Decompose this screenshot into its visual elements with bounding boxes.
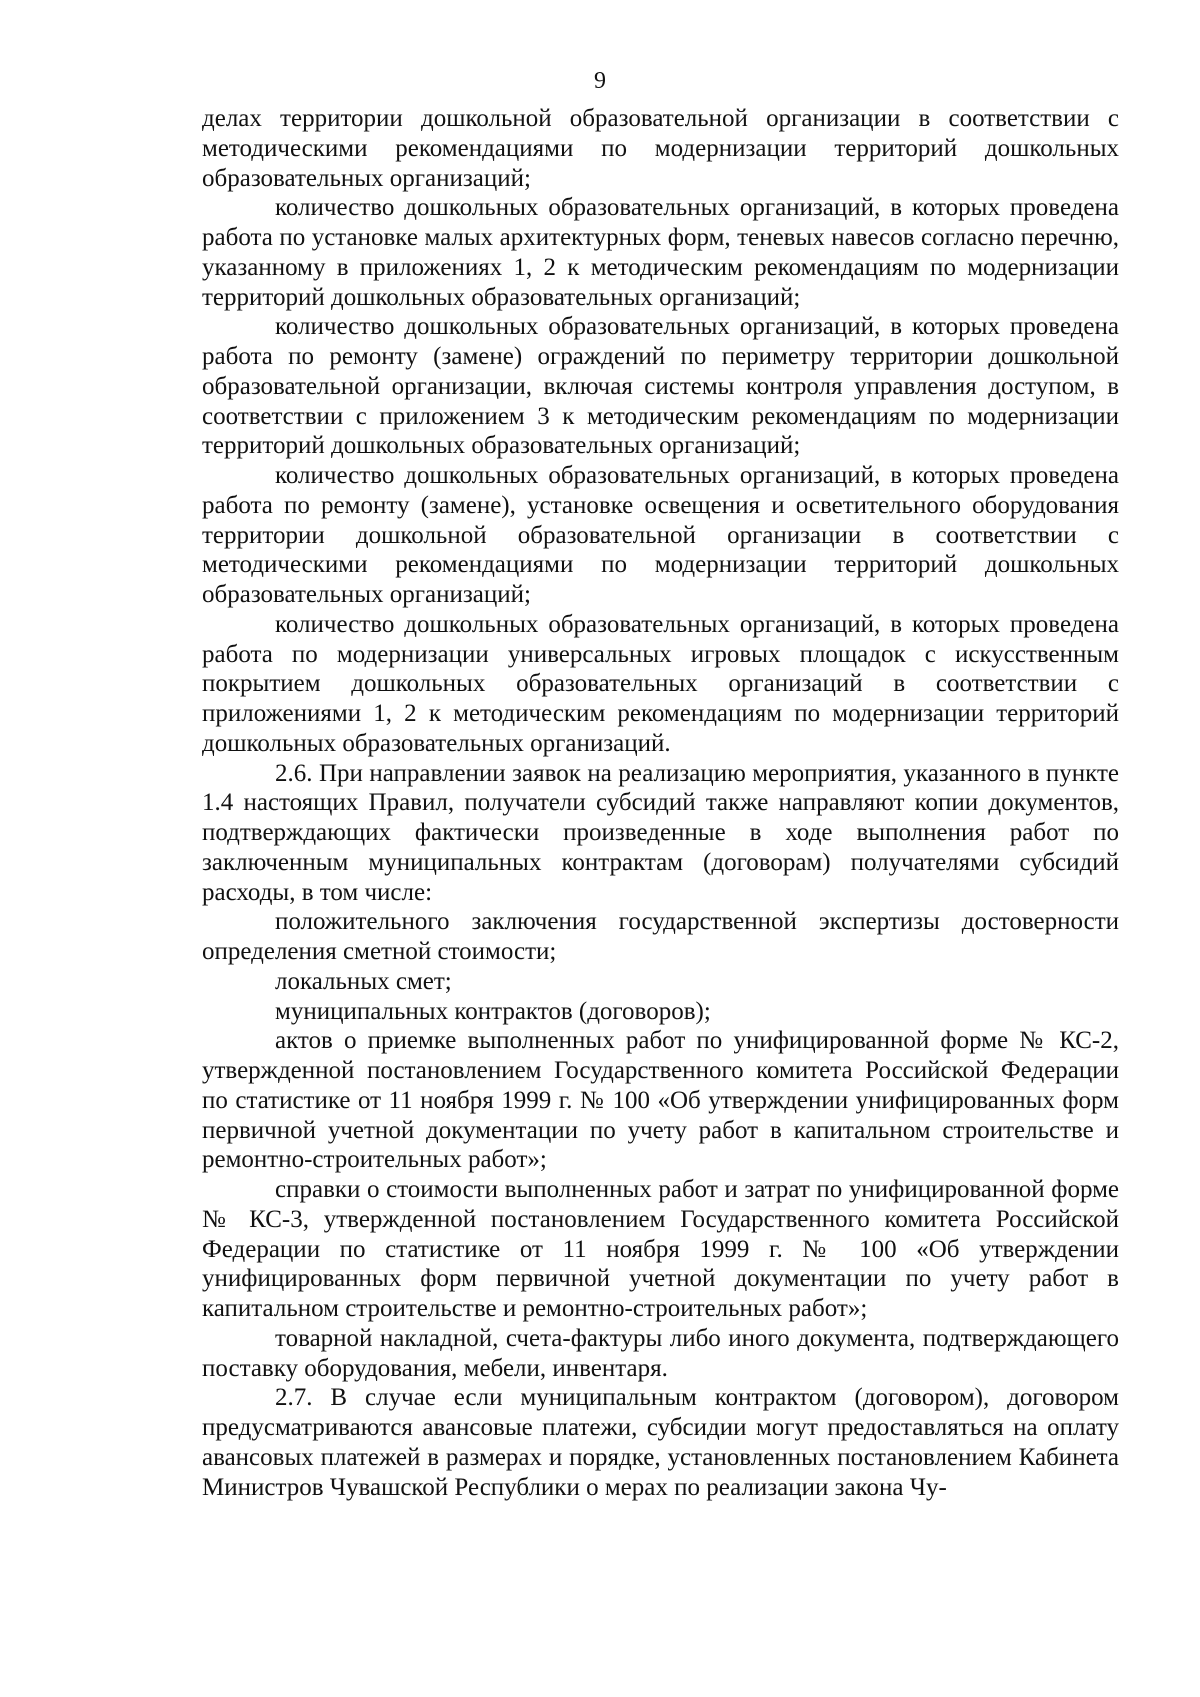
page-number: 9 xyxy=(594,68,606,94)
paragraph-3: количество дошкольных образовательных организаций, в которых проведена работа по ремонту (замене) ограждений по периметру территории дошкольной образовательной организации, включая системы контроля управления доступом, в соответствии с приложением 3 к методическим рекомендациям по модернизации территорий дошкольных образовательных организаций; xyxy=(202,313,1119,460)
paragraph-ks2: актов о приемке выполненных работ по унифицированной форме № КС-2, утвержденной постановлением Государственного комитета Российской Федерации по статистике от 11 ноября 1999 г. № 100 «Об утверждении унифицированных форм первичной учетной документации по учету работ в капитальном строительстве и ремонтно-строительных работ»; xyxy=(202,1027,1119,1174)
paragraph-2-7: 2.7. В случае если муниципальным контрактом (договором), договором предусматриваются авансовые платежи, субсидии могут предоставляться на оплату авансовых платежей в размерах и порядке, установленных постановлением Кабинета Министров Чувашской Республики о мерах по реализации закона Чу- xyxy=(202,1384,1119,1501)
paragraph-1: делах территории дошкольной образовательной организации в соответствии с методическими рекомендациями по модернизации территорий дошкольных образовательных организаций; xyxy=(202,105,1119,192)
paragraph-4: количество дошкольных образовательных организаций, в которых проведена работа по ремонту (замене), установке освещения и осветительного оборудования территории дошкольной образовательной организации в соответствии с методическими рекомендациями по модернизации территорий дошкольных образовательных организаций; xyxy=(202,462,1119,608)
document-body xyxy=(202,104,1119,1502)
paragraph-invoice: товарной накладной, счета-фактуры либо иного документа, подтверждающего поставку оборудования, мебели, инвентаря. xyxy=(202,1324,1119,1382)
paragraph-2: количество дошкольных образовательных организаций, в которых проведена работа по установке малых архитектурных форм, теневых навесов согласно перечню, указанному в приложениях 1, 2 к методическим рекомендациям по модернизации территорий дошкольных образовательных организаций; xyxy=(202,194,1119,311)
paragraph-ks3: справки о стоимости выполненных работ и затрат по унифицированной форме № КС-3, утвержденной постановлением Государственного комитета Российской Федерации по статистике от 11 ноября 1999 г. № 100 «Об утверждении унифицированных форм первичной учетной документации по учету работ в капитальном строительстве и ремонтно-строительных работ»; xyxy=(202,1176,1119,1322)
paragraph-5: количество дошкольных образовательных организаций, в которых проведена работа по модернизации универсальных игровых площадок с искусственным покрытием дошкольных образовательных организаций в соответствии с приложениями 1, 2 к методическим рекомендациям по модернизации территорий дошкольных образовательных организаций. xyxy=(202,610,1119,757)
paragraph-expertise: положительного заключения государственной экспертизы достоверности определения сметной стоимости; xyxy=(202,908,1119,965)
paragraph-2-6: 2.6. При направлении заявок на реализацию мероприятия, указанного в пункте 1.4 настоящих Правил, получатели субсидий также направляют копии документов, подтверждающих фактически произведенные в ходе выполнения работ по заключенным муниципальных контрактам (договорам) получателями субсидий расходы, в том числе: xyxy=(202,759,1119,906)
paragraph-local-estimates: локальных смет; xyxy=(275,967,452,995)
paragraph-contracts: муниципальных контрактов (договоров); xyxy=(275,997,711,1025)
